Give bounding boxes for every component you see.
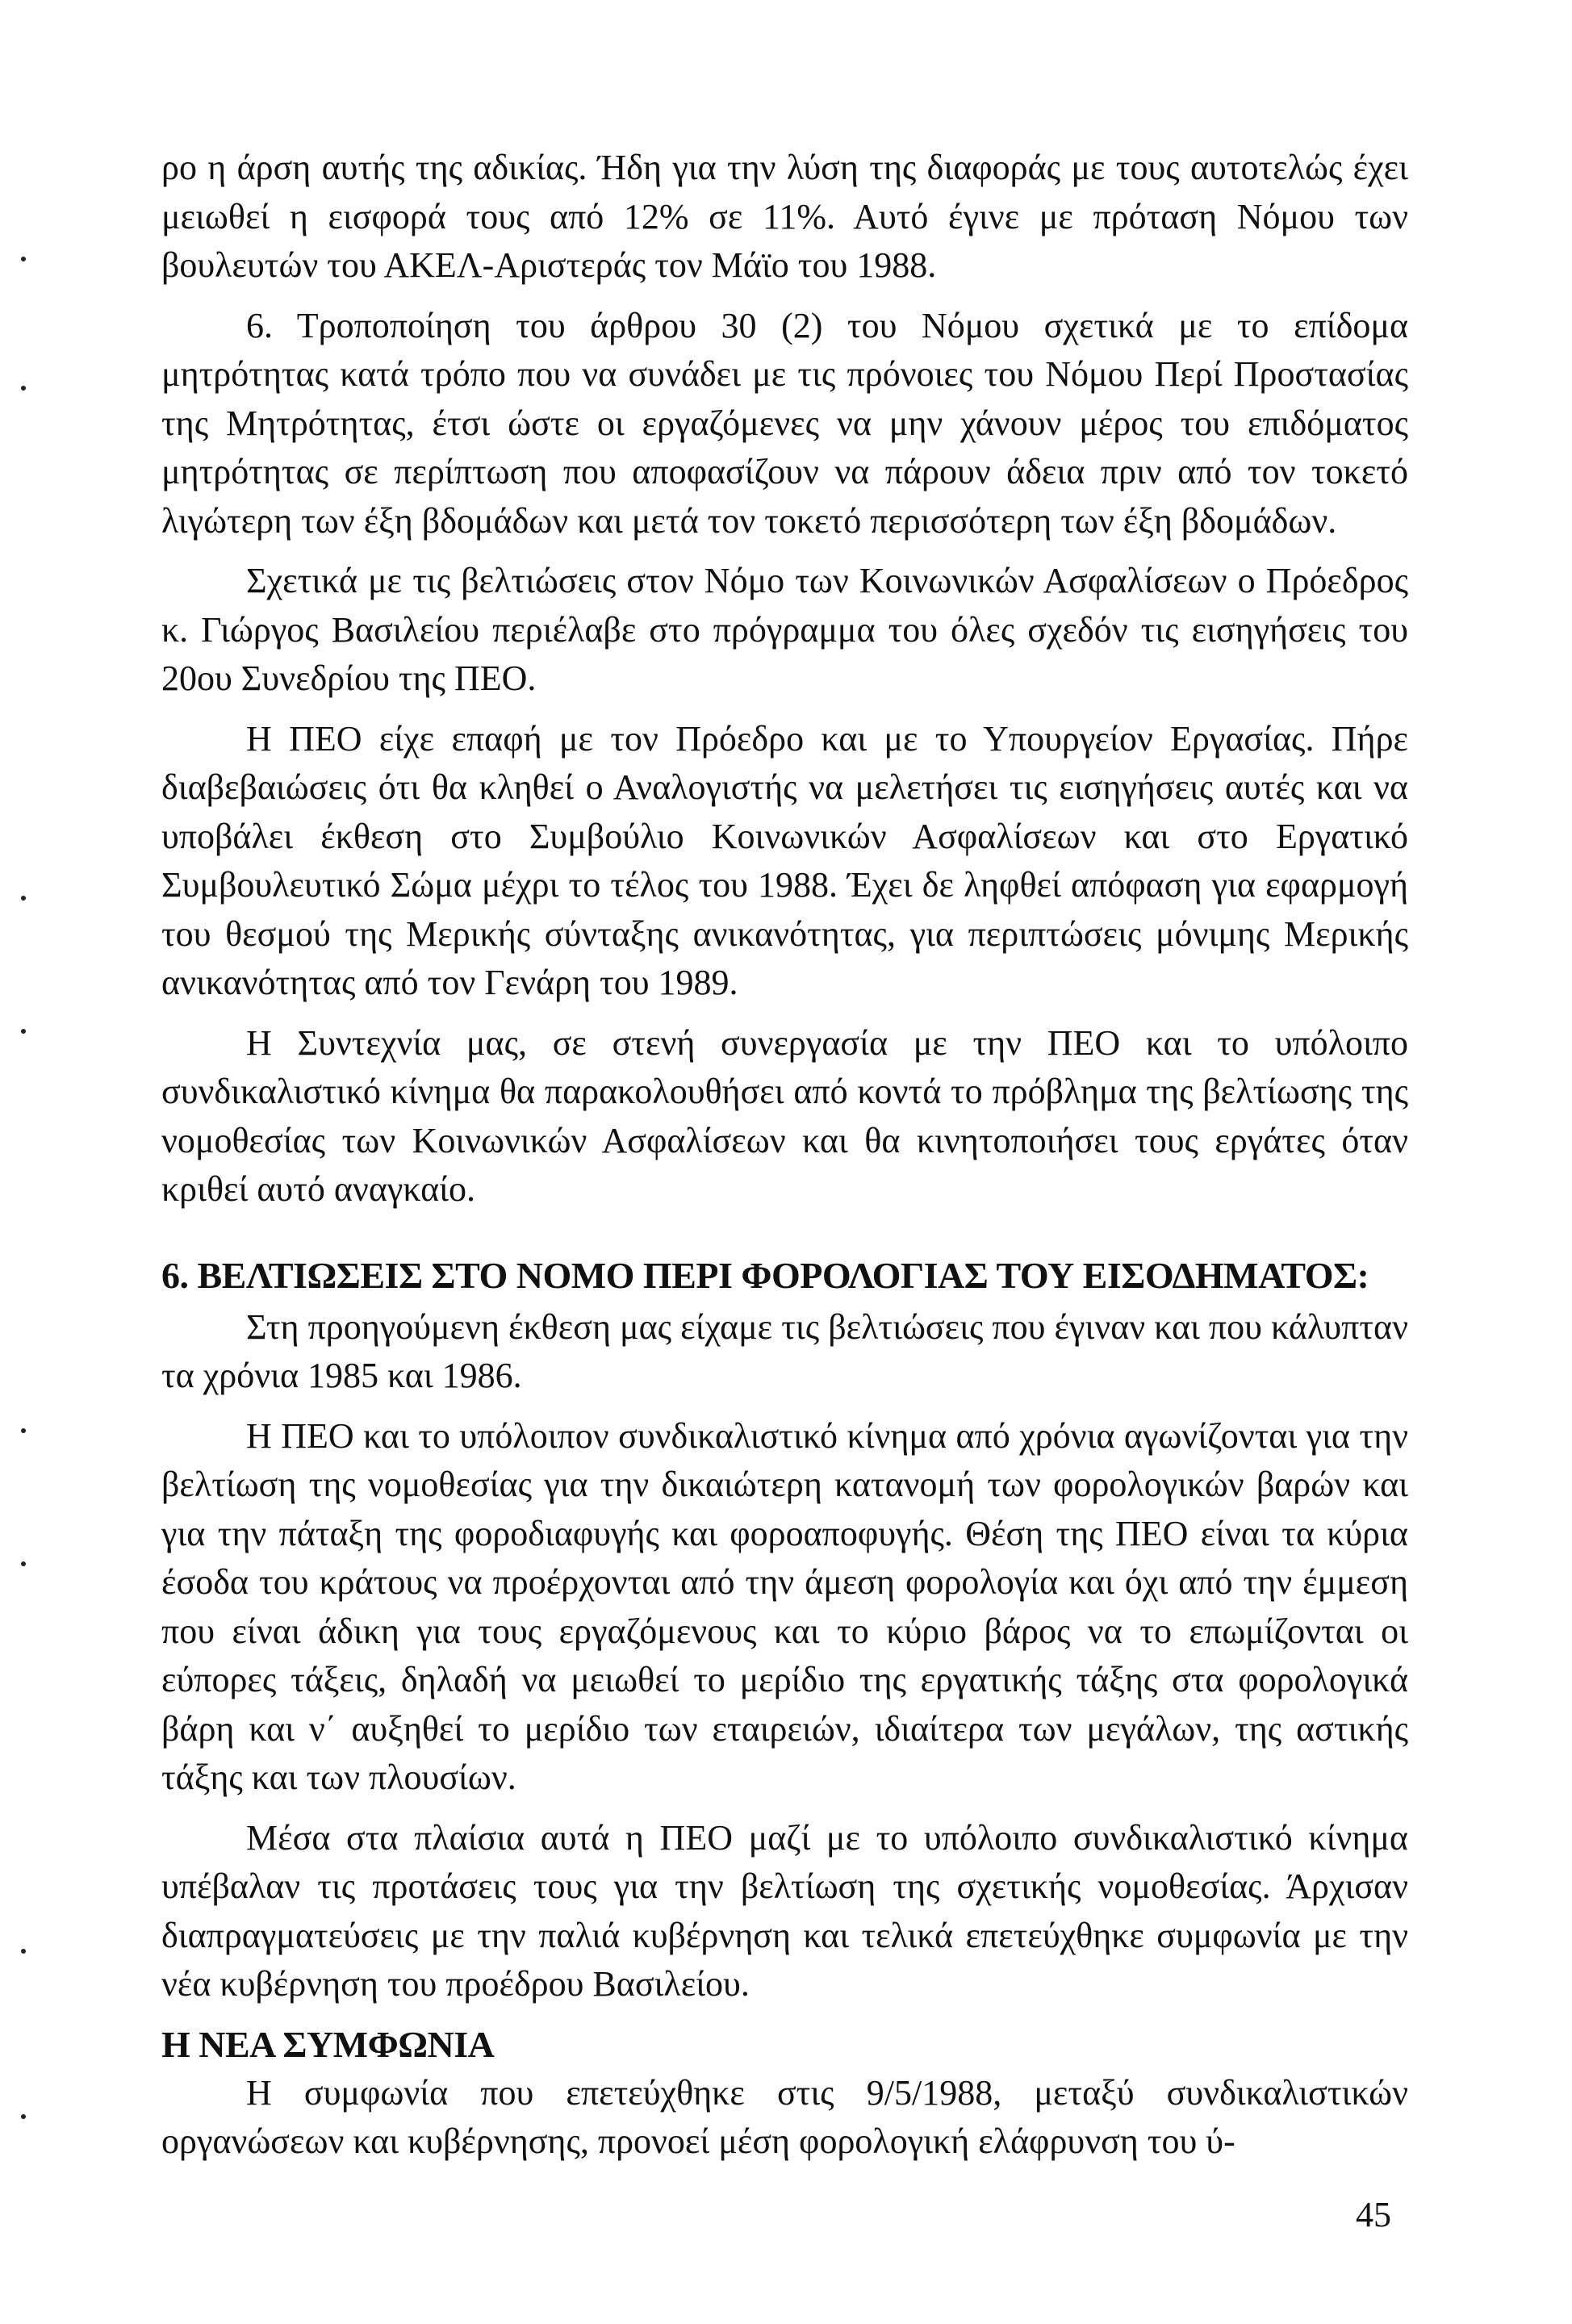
paragraph-item-6: 6. Τροποποίηση του άρθρου 30 (2) του Νόμου σχετικά με το επίδομα μητρότητας κατά τρόπο που να συνάδει με τις πρόνοιες του Νόμου Περί Προστασίας της Μητρότητας, έτσι ώστε οι εργαζόμενες να μην χάνουν μέρος του επιδόματος μητρότητας σε περίπτωση που αποφασίζουν να πάρουν άδεια πριν από τον τοκετό λιγώτερη των έξη βδομάδων και μετά τον τοκετό περισσότερη των έξη βδομάδων. <box>161 305 1408 541</box>
paragraph-union: Η Συντεχνία μας, σε στενή συνεργασία με την ΠΕΟ και το υπόλοιπο συνδικαλιστικό κίνημα θα παρακολουθήσει από κοντά το πρόβλημα της βελτίωσης της νομοθεσίας των Κοινωνικών Ασφαλίσεων και θα κινητοποιήσει τους εργάτες όταν κριθεί αυτό αναγκαίο. <box>161 1022 1408 1209</box>
paragraph-peo-contact: Η ΠΕΟ είχε επαφή με τον Πρόεδρο και με το Υπουργείον Εργασίας. Πήρε διαβεβαιώσεις ότι θα κληθεί ο Αναλογιστής να μελετήσει τις εισηγήσεις αυτές και να υποβάλει έκθεση στο Συμβούλιο Κοινωνικών Ασφαλίσεων και στο Εργατικό Συμβουλευτικό Σώμα μέχρι το τέλος του 1988. Έχει δε ληφθεί απόφαση για εφαρμογή του θεσμού της Μερικής σύνταξης ανικανότητας, για περιπτώσεις μόνιμης Μερικής ανικανότητας από τον Γενάρη του 1989. <box>161 718 1408 1002</box>
margin-dot <box>21 257 26 261</box>
margin-dot <box>21 1029 26 1034</box>
subheading: Η ΝΕΑ ΣΥΜΦΩΝΙΑ <box>161 2023 495 2065</box>
margin-dot <box>21 1949 26 1954</box>
margin-dot <box>21 386 26 391</box>
page-body <box>161 144 1408 2178</box>
margin-dot <box>21 896 26 901</box>
paragraph-continuation: ρο η άρση αυτής της αδικίας. Ήδη για την λύση της διαφοράς με τους αυτοτελώς έχει μειωθεί η εισφορά τους από 12% σε 11%. Αυτό έγινε με πρόταση Νόμου των βουλευτών του ΑΚΕΛ-Αριστεράς τον Μάϊο του 1988. <box>161 148 1408 285</box>
margin-dot <box>21 1428 26 1433</box>
paragraph-previous-report: Στη προηγούμενη έκθεση μας είχαμε τις βελτιώσεις που έγιναν και που κάλυπταν τα χρόνια 1985 και 1986. <box>161 1306 1408 1395</box>
page-number: 45 <box>1356 2195 1391 2234</box>
section-heading: 6. ΒΕΛΤΙΩΣΕΙΣ ΣΤΟ ΝΟΜΟ ΠΕΡΙ ΦΟΡΟΛΟΓΙΑΣ ΤΟΥ ΕΙΣΟΔΗΜΑΤΟΣ: <box>161 1254 1369 1296</box>
margin-dot <box>21 1561 26 1566</box>
paragraph-improvements: Σχετικά με τις βελτιώσεις στον Νόμο των Κοινωνικών Ασφαλίσεων ο Πρόεδρος κ. Γιώργος Βασιλείου περιέλαβε στο πρόγραμμα του όλες σχεδόν τις εισηγήσεις του 20ου Συνεδρίου της ΠΕΟ. <box>161 561 1408 698</box>
paragraph-proposals: Μέσα στα πλαίσια αυτά η ΠΕΟ μαζί με το υπόλοιπο συνδικαλιστικό κίνημα υπέβαλαν τις προτάσεις τους για την βελτίωση της σχετικής νομοθεσίας. Άρχισαν διαπραγματεύσεις με την παλιά κυβέρνηση και τελικά επετεύχθηκε συμφωνία με την νέα κυβέρνηση του προέδρου Βασιλείου. <box>161 1817 1408 2004</box>
paragraph-tax-struggle: Η ΠΕΟ και το υπόλοιπον συνδικαλιστικό κίνημα από χρόνια αγωνίζονται για την βελτίωση της νομοθεσίας για την δικαιώτερη κατανομή των φορολογικών βαρών και για την πάταξη της φοροδιαφυγής και φοροαποφυγής. Θέση της ΠΕΟ είναι τα κύρια έσοδα του κράτους να προέρχονται από την άμεση φορολογία και όχι από την έμμεση που είναι άδικη για τους εργαζόμενους και το κύριο βάρος να το επωμίζονται οι εύπορες τάξεις, δηλαδή να μειωθεί το μερίδιο της εργατικής τάξης στα φορολογικά βάρη και ν΄ αυξηθεί το μερίδιο των εταιρειών, ιδιαίτερα των μεγάλων, της αστικής τάξης και των πλουσίων. <box>161 1415 1408 1797</box>
paragraph-agreement: Η συμφωνία που επετεύχθηκε στις 9/5/1988, μεταξύ συνδικαλιστικών οργανώσεων και κυβέρνησης, προνοεί μέση φορολογική ελάφρυνση του ύ- <box>161 2072 1408 2161</box>
margin-dot <box>21 2114 26 2119</box>
